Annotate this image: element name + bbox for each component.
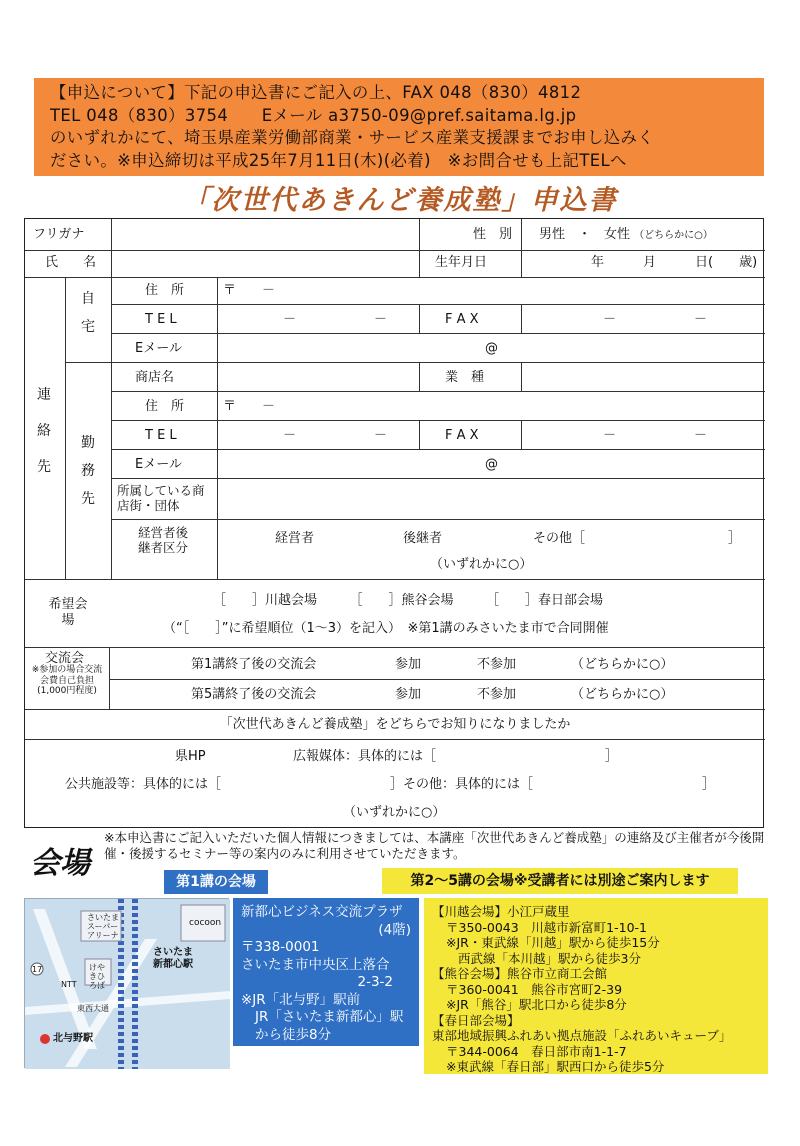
- home-label: 自宅: [81, 291, 95, 335]
- other-specific-option[interactable]: その他：具体的には［ ］: [403, 777, 716, 792]
- work-email-label: Eメール: [135, 457, 182, 472]
- successor-option[interactable]: 後継者: [403, 531, 443, 546]
- home-address-label: 住 所: [145, 283, 185, 298]
- media-option[interactable]: 広報媒体：具体的には［ ］: [293, 749, 619, 764]
- notice-line: TEL 048（830）3754 Eメール a3750-09@pref.saitama.lg.jp: [50, 105, 577, 125]
- contact-label: 連絡先: [37, 387, 51, 475]
- notice-line: ださい。※申込締切は平成25年7月11日(木)(必着) ※お問合せも上記TELへ: [50, 150, 627, 170]
- venue-line: 〒350-0043 川越市新富町1-10-1: [446, 919, 648, 935]
- choose-one-note: （いずれかに○）: [430, 557, 533, 572]
- birth-label: 生年月日: [435, 255, 488, 270]
- form-title: 「次世代あきんど養成塾」申込書: [182, 185, 618, 216]
- venue-heading: 会場: [30, 846, 90, 881]
- work-label: 勤務先: [81, 435, 95, 507]
- plaza-addr1: さいたま市中央区上落合: [241, 956, 390, 973]
- plaza-info: [233, 898, 419, 1046]
- home-fax-field[interactable]: － －: [603, 312, 708, 327]
- first-venue-label: 第1講の会場: [164, 870, 268, 894]
- map-label-arena: さいたまスーパーアリーナ: [87, 913, 119, 940]
- map-label-keyaki: けやきひろば: [89, 963, 105, 990]
- how-question: 「次世代あきんど養成塾」をどちらでお知りになりましたか: [219, 717, 571, 732]
- notice-line: のいずれかにて、埼玉県産業労働部商業・サービス産業支援課までお申し込みく: [50, 128, 655, 147]
- map-label-route: 17: [32, 965, 43, 974]
- venue-line: 【春日部会場】: [432, 1012, 520, 1028]
- privacy-notice: ※本申込書にご記入いただいた個人情報につきましては、本講座「次世代あきんど養成塾」の連絡及び主催者が今後開催・後援するセミナー等の案内のみに利用させていただきます。: [104, 830, 765, 861]
- home-email-label: Eメール: [135, 341, 182, 356]
- venue-pref-label: 希望会場: [48, 597, 88, 628]
- exchange1-not-attend[interactable]: 不参加: [477, 657, 517, 672]
- plaza-access3: から徒歩8分: [255, 1026, 332, 1043]
- map-label-station1: さいたま新都心駅: [153, 947, 193, 970]
- exchange-note: ※参加の場合交流会費自己負担(1,000円程度): [31, 665, 103, 696]
- exchange5-note: （どちらかに○）: [571, 687, 674, 702]
- plaza-zip: 〒338-0001: [241, 939, 320, 955]
- venue-line: 東部地域振興ふれあい拠点施設「ふれあいキューブ」: [432, 1028, 732, 1043]
- plaza-name: 新都心ビジネス交流プラザ: [241, 904, 403, 920]
- venue-line: 【川越会場】小江戸蔵里: [432, 904, 570, 919]
- home-tel-field[interactable]: － －: [283, 312, 388, 327]
- application-notice: [34, 78, 764, 176]
- gender-options[interactable]: 男性 ・ 女性 （どちらかに○）: [539, 227, 713, 242]
- venue-note: （“［ ］”に希望順位（1～3）を記入） ※第1講のみさいたま市で合同開催: [163, 621, 609, 636]
- exchange1-label: 第1講終了後の交流会: [191, 657, 317, 672]
- venue-line: ※東武線「春日部」駅西口から徒歩5分: [446, 1059, 665, 1074]
- shop-name-label: 商店名: [135, 370, 175, 385]
- choose-one-note-2: （いずれかに○）: [343, 805, 446, 820]
- birth-fields[interactable]: 年 月 日( 歳): [591, 255, 758, 270]
- other-venues-label: 第2～5講の会場※受講者には別途ご案内します: [382, 868, 738, 894]
- home-email-field[interactable]: @: [485, 341, 498, 356]
- venue-line: ※JR・東武線「川越」駅から徒歩15分: [446, 935, 660, 950]
- plaza-access1: ※JR「北与野」駅前: [241, 991, 361, 1008]
- industry-label: 業 種: [445, 370, 485, 385]
- exchange1-note: （どちらかに○）: [571, 657, 674, 672]
- venue-line: 西武線「本川越」駅から徒歩3分: [458, 950, 641, 966]
- work-address-label: 住 所: [145, 399, 185, 414]
- furigana-label: フリガナ: [33, 227, 85, 242]
- work-address-field[interactable]: 〒 －: [223, 399, 276, 414]
- pref-hp-option[interactable]: 県HP: [175, 749, 206, 764]
- work-tel-field[interactable]: － －: [283, 428, 388, 443]
- notice-line: 【申込について】下記の申込書にご記入の上、FAX 048（830）4812: [50, 83, 582, 102]
- plaza-floor: (4階): [378, 921, 411, 938]
- exchange5-not-attend[interactable]: 不参加: [477, 687, 517, 702]
- map-label-road: 東西大通: [77, 1004, 109, 1013]
- association-label: 所属している商店街・団体: [117, 483, 205, 513]
- map-label-cocoon: cocoon: [189, 918, 222, 928]
- other-venues-info: [424, 898, 768, 1074]
- exchange1-attend[interactable]: 参加: [395, 657, 422, 672]
- venue-map: [24, 898, 229, 1068]
- name-label: 氏 名: [45, 255, 103, 270]
- venue-choices[interactable]: ［ ］川越会場 ［ ］熊谷会場 ［ ］春日部会場: [213, 593, 604, 608]
- venue-line: 【熊谷会場】熊谷市立商工会館: [432, 966, 608, 981]
- map-label-ntt: NTT: [61, 980, 77, 989]
- owner-category-label: 経営者後継者区分: [137, 525, 188, 555]
- venue-line: 〒360-0041 熊谷市宮町2-39: [446, 981, 623, 997]
- home-address-field[interactable]: 〒 －: [223, 283, 276, 298]
- exchange-label: 交流会: [45, 651, 85, 666]
- work-fax-field[interactable]: － －: [603, 428, 708, 443]
- other-option[interactable]: その他［ ］: [533, 531, 742, 546]
- home-fax-label: F A X: [445, 312, 479, 327]
- venue-line: ※JR「熊谷」駅北口から徒歩8分: [446, 997, 627, 1012]
- work-email-field[interactable]: @: [485, 457, 498, 472]
- plaza-access2: JR「さいたま新都心」駅: [255, 1009, 404, 1025]
- exchange5-label: 第5講終了後の交流会: [191, 687, 317, 702]
- gender-label: 性 別: [473, 227, 513, 242]
- name-field[interactable]: [112, 219, 418, 277]
- plaza-addr2: 2-3-2: [357, 974, 393, 990]
- owner-option[interactable]: 経営者: [275, 531, 315, 546]
- public-facility-option[interactable]: 公共施設等：具体的には［ ］: [65, 777, 404, 792]
- application-form: [24, 218, 764, 828]
- work-tel-label: T E L: [145, 428, 177, 443]
- exchange5-attend[interactable]: 参加: [395, 687, 422, 702]
- work-fax-label: F A X: [445, 428, 479, 443]
- map-label-station2: 北与野駅: [53, 1033, 93, 1044]
- venue-line: 〒344-0064 春日部市南1-1-7: [446, 1043, 627, 1059]
- home-tel-label: T E L: [145, 312, 177, 327]
